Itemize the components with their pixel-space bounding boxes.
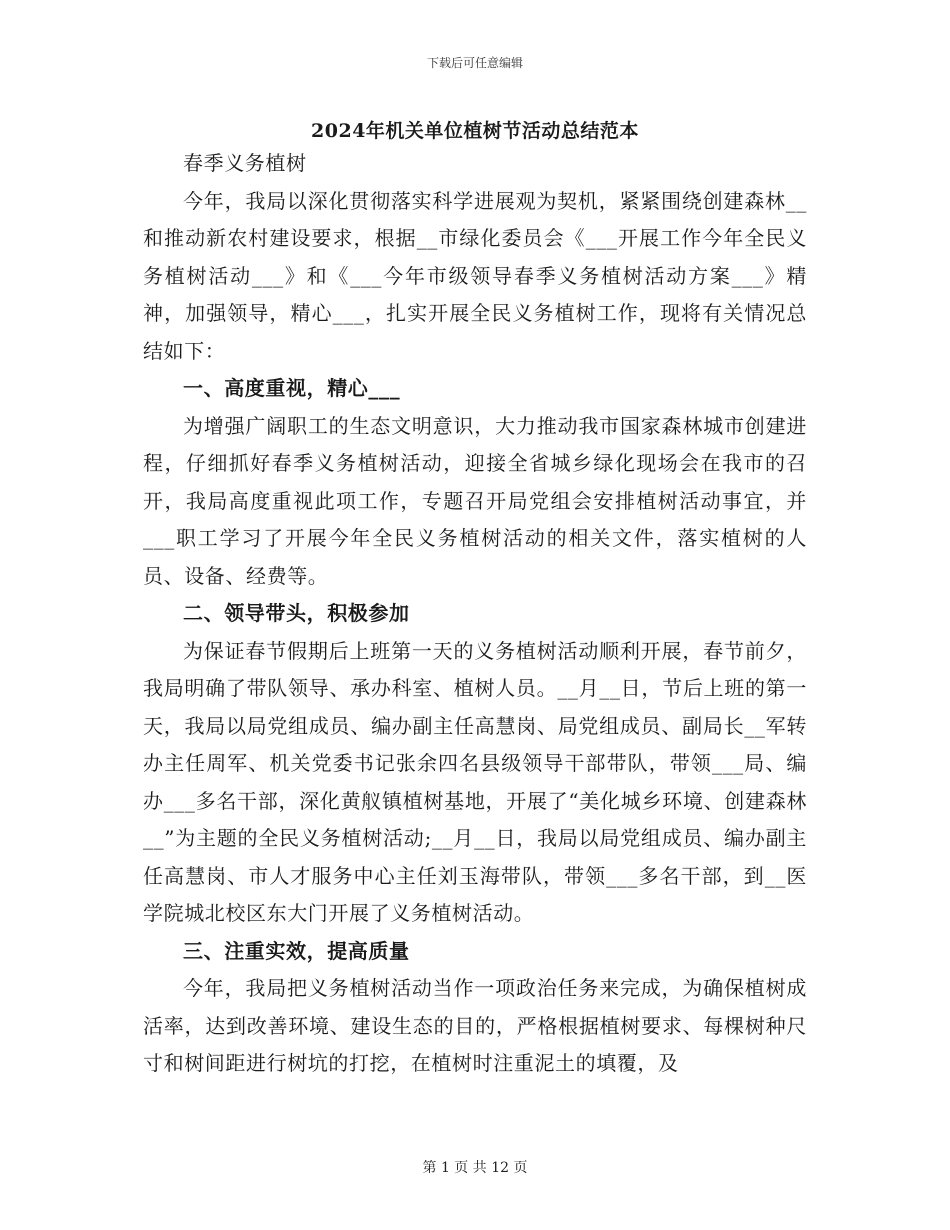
- section-heading-1: 一、高度重视，精心___: [183, 376, 401, 400]
- paragraph-section-2: 为保证春节假期后上班第一天的义务植树活动顺利开展，春节前夕，我局明确了带队领导、承办科室、植树人员。__月__日，节后上班的第一天，我局以局党组成员、编办副主任高慧岗、局党组成员、副局长__军转办主任周军、机关党委书记张余四名县级领导干部带队，带领___局、编办___多名干部，深化黄舣镇植树基地，开展了“美化城乡环境、创建森林__”为主题的全民义务植树活动;__月__日，我局以局党组成员、编办副主任高慧岗、市人才服务中心主任刘玉海带队，带领___多名干部，到__医学院城北校区东大门开展了义务植树活动。: [143, 638, 807, 925]
- document-body: [143, 145, 807, 1083]
- section-heading-2: 二、领导带头，积极参加: [183, 601, 410, 625]
- paragraph-section-3: 今年，我局把义务植树活动当作一项政治任务来完成，为确保植树成活率，达到改善环境、建设生态的目的，严格根据植树要求、每棵树种尺寸和树间距进行树坑的打挖，在植树时注重泥土的填覆，及: [143, 976, 807, 1075]
- section-heading-3: 三、注重实效，提高质量: [183, 938, 410, 963]
- paragraph-intro-label: 春季义务植树: [183, 151, 307, 175]
- document-title: 2024年机关单位植树节活动总结范本: [311, 120, 639, 142]
- page-number: 第 1 页 共 12 页: [422, 1160, 528, 1176]
- paragraph-intro: 今年，我局以深化贯彻落实科学进展观为契机，紧紧围绕创建森林__和推动新农村建设要求，根据__市绿化委员会《___开展工作今年全民义务植树活动___》和《___今年市级领导春季义务植树活动方案___》精神，加强领导，精心___，扎实开展全民义务植树工作，现将有关情况总结如下：: [143, 188, 807, 363]
- header-note: 下载后可任意编辑: [426, 56, 523, 70]
- paragraph-section-1: 为增强广阔职工的生态文明意识，大力推动我市国家森林城市创建进程，仔细抓好春季义务植树活动，迎接全省城乡绿化现场会在我市的召开，我局高度重视此项工作，专题召开局党组会安排植树活动事宜，并___职工学习了开展今年全民义务植树活动的相关文件，落实植树的人员、设备、经费等。: [143, 413, 807, 588]
